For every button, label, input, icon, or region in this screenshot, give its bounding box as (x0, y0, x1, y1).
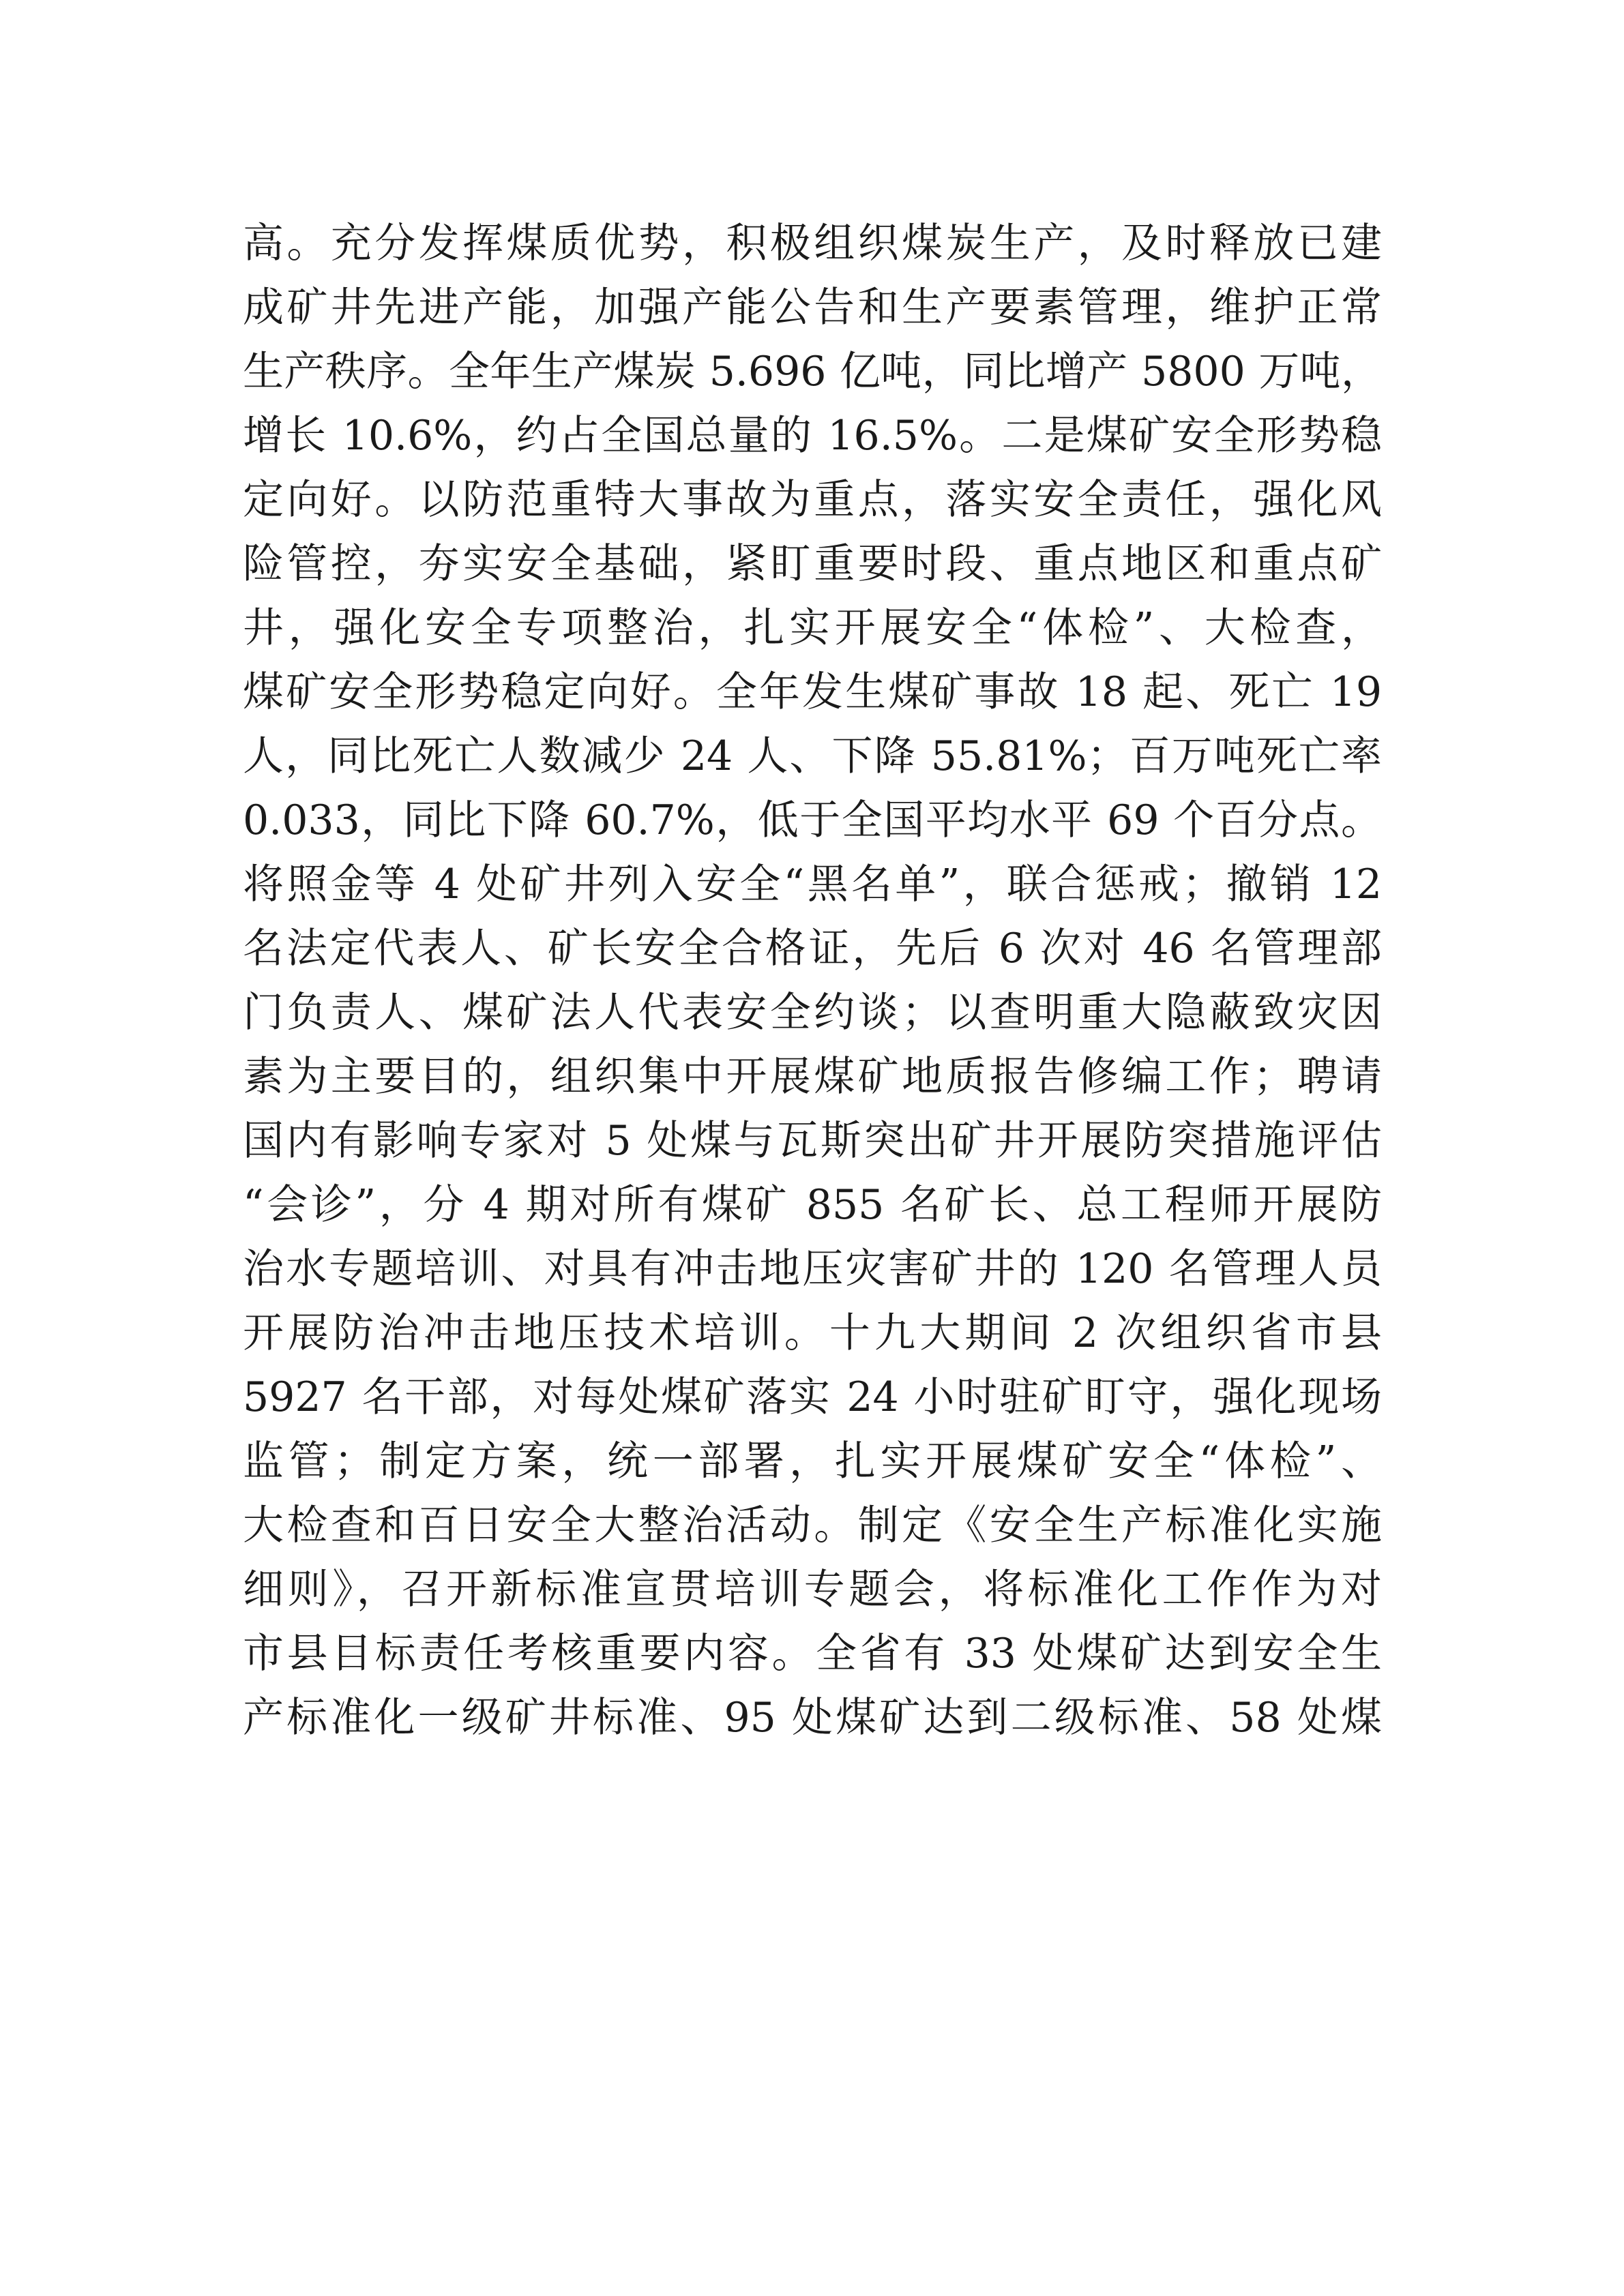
text-line-14: 素为主要目的，组织集中开展煤矿地质报告修编工作；聘请 (243, 1053, 1382, 1101)
text-line-10: 0.033，同比下降 60.7%，低于全国平均水平 69 个百分点。 (243, 796, 1382, 844)
text-line-4: 增长 10.6%，约占全国总量的 16.5%。二是煤矿安全形势稳 (243, 412, 1382, 460)
text-line-12: 名法定代表人、矿长安全合格证，先后 6 次对 46 名管理部 (243, 925, 1382, 972)
text-line-9: 人，同比死亡人数减少 24 人、下降 55.81%；百万吨死亡率 (243, 732, 1382, 780)
text-line-21: 大检查和百日安全大整治活动。制定《安全生产标准化实施 (243, 1502, 1382, 1549)
text-line-13: 门负责人、煤矿法人代表安全约谈；以查明重大隐蔽致灾因 (243, 989, 1382, 1037)
text-line-5: 定向好。以防范重特大事故为重点，落实安全责任，强化风 (243, 476, 1382, 524)
text-line-7: 井，强化安全专项整治，扎实开展安全“体检”、大检查， (243, 604, 1382, 652)
body-paragraph (243, 211, 1382, 1750)
text-line-19: 5927 名干部，对每处煤矿落实 24 小时驻矿盯守，强化现场 (243, 1373, 1382, 1421)
text-line-3: 生产秩序。全年生产煤炭 5.696 亿吨，同比增产 5800 万吨， (243, 348, 1382, 396)
text-line-20: 监管；制定方案，统一部署，扎实开展煤矿安全“体检”、 (243, 1437, 1382, 1485)
text-line-18: 开展防治冲击地压技术培训。十九大期间 2 次组织省市县 (243, 1309, 1382, 1357)
text-line-6: 险管控，夯实安全基础，紧盯重要时段、重点地区和重点矿 (243, 540, 1382, 588)
text-line-22: 细则》，召开新标准宣贯培训专题会，将标准化工作作为对 (243, 1566, 1382, 1613)
text-line-2: 成矿井先进产能，加强产能公告和生产要素管理，维护正常 (243, 284, 1382, 331)
text-line-16: “会诊”，分 4 期对所有煤矿 855 名矿长、总工程师开展防 (243, 1181, 1382, 1229)
text-line-17: 治水专题培训、对具有冲击地压灾害矿井的 120 名管理人员 (243, 1245, 1382, 1293)
text-line-8: 煤矿安全形势稳定向好。全年发生煤矿事故 18 起、死亡 19 (243, 668, 1382, 716)
text-line-11: 将照金等 4 处矿井列入安全“黑名单”，联合惩戒；撤销 12 (243, 861, 1382, 908)
text-line-1: 高。充分发挥煤质优势，积极组织煤炭生产，及时释放已建 (243, 220, 1382, 267)
text-line-23: 市县目标责任考核重要内容。全省有 33 处煤矿达到安全生 (243, 1630, 1382, 1678)
text-line-15: 国内有影响专家对 5 处煤与瓦斯突出矿井开展防突措施评估 (243, 1117, 1382, 1165)
text-line-24: 产标准化一级矿井标准、95 处煤矿达到二级标准、58 处煤 (243, 1694, 1382, 1742)
